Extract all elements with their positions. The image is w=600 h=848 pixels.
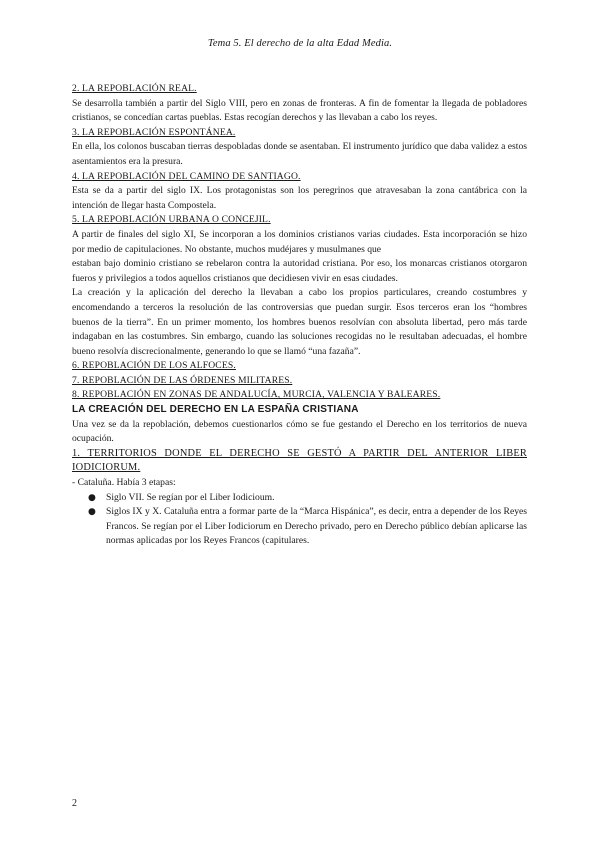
section-heading-ordenes: 7. REPOBLACIÓN DE LAS ÓRDENES MILITARES. [72, 374, 293, 386]
section-heading-santiago: 4. LA REPOBLACIÓN DEL CAMINO DE SANTIAGO. [72, 170, 301, 182]
section-heading-espontanea: 3. LA REPOBLACIÓN ESPONTÁNEA. [72, 126, 236, 138]
list-item-text: Siglo VII. Se regían por el Liber Iodicioum. [106, 491, 275, 503]
section-text-santiago: Esta se da a partir del siglo IX. Los protagonistas son los peregrinos que atravesaban la zona cantábrica con la intención de llegar hasta Compostela. [72, 185, 527, 211]
chapter-text-creacion: Una vez se da la repoblación, debemos cuestionarlos cómo se fue gestando el Derecho en los territorios de nueva ocupación. [72, 418, 527, 445]
section-heading-alfoces: 6. REPOBLACIÓN DE LOS ALFOCES. [72, 360, 236, 372]
etapas-list [72, 491, 527, 549]
section-text-urbana-2: estaban bajo dominio cristiano se rebelaron contra la autoridad cristiana. Por eso, los monarcas cristianos otorgaron fueros y privilegios a todos aquellos cristianos que decidiesen vivir en esas ciudades. [72, 258, 527, 284]
section-text-urbana-3: La creación y la aplicación del derecho la llevaban a cabo los propios particulares, creando costumbres y encomendando a terceros la resolución de las controversias que puedan surgir. Esos terceros eran los “hombres buenos de la tierra”. En un primer momento, los hombres buenos resolvían con absoluta libertad, pero más tarde indagaban en las costumbres. Sin embargo, cuando las soluciones recogidas no le resultaban adecuadas, el hombre bueno resolvía discrecionalmente, generando lo que se llamó “una fazaña”. [72, 287, 527, 357]
page-number: 2 [72, 798, 77, 809]
section-text-urbana-1: A partir de finales del siglo XI, Se incorporan a los dominios cristianos varias ciudades. Esta incorporación se hizo por medio de capitulaciones. No obstante, muchos mudéjares y musulmanes que [72, 228, 527, 255]
chapter-heading-creacion: LA CREACIÓN DEL DERECHO EN LA ESPAÑA CRISTIANA [72, 404, 359, 416]
section-heading-real: 2. LA REPOBLACIÓN REAL. [72, 83, 197, 94]
page-header-title: Tema 5. El derecho de la alta Edad Media. [207, 38, 393, 49]
document-body [72, 82, 527, 549]
list-intro-cataluna: - Cataluña. Había 3 etapas: [72, 477, 176, 489]
section-heading-andalucia: 8. REPOBLACIÓN EN ZONAS DE ANDALUCÍA, MURCIA, VALENCIA Y BALEARES. [72, 389, 441, 401]
list-item-text: Siglos IX y X. Cataluña entra a formar parte de la “Marca Hispánica”, es decir, entra a depender de los Reyes Francos. Se regían por el Liber Iodiciorum en Derecho privado, pero en Derecho público debían aplicarse las normas aplicadas por los Reyes Francos (capitulares. [106, 506, 527, 547]
list-item [88, 491, 527, 506]
subsection-heading-territorios: 1. TERRITORIOS DONDE EL DERECHO SE GESTÓ A PARTIR DEL ANTERIOR LIBER IODICIORUM. [72, 447, 527, 474]
bullet-icon: ● [88, 507, 96, 518]
section-text-espontanea: En ella, los colonos buscaban tierras despobladas donde se asentaban. El instrumento jurídico que daba validez a estos asentamientos era la presura. [72, 141, 527, 167]
bullet-icon: ● [88, 492, 96, 503]
list-item [88, 505, 527, 549]
section-text-real: Se desarrolla también a partir del Siglo VIII, pero en zonas de fronteras. A fin de fomentar la llegada de pobladores cristianos, se concedían cartas pueblas. Estas recogían derechos y las llevaban a cabo los reyes. [72, 97, 527, 124]
section-heading-urbana: 5. LA REPOBLACIÓN URBANA O CONCEJIL. [72, 214, 271, 226]
